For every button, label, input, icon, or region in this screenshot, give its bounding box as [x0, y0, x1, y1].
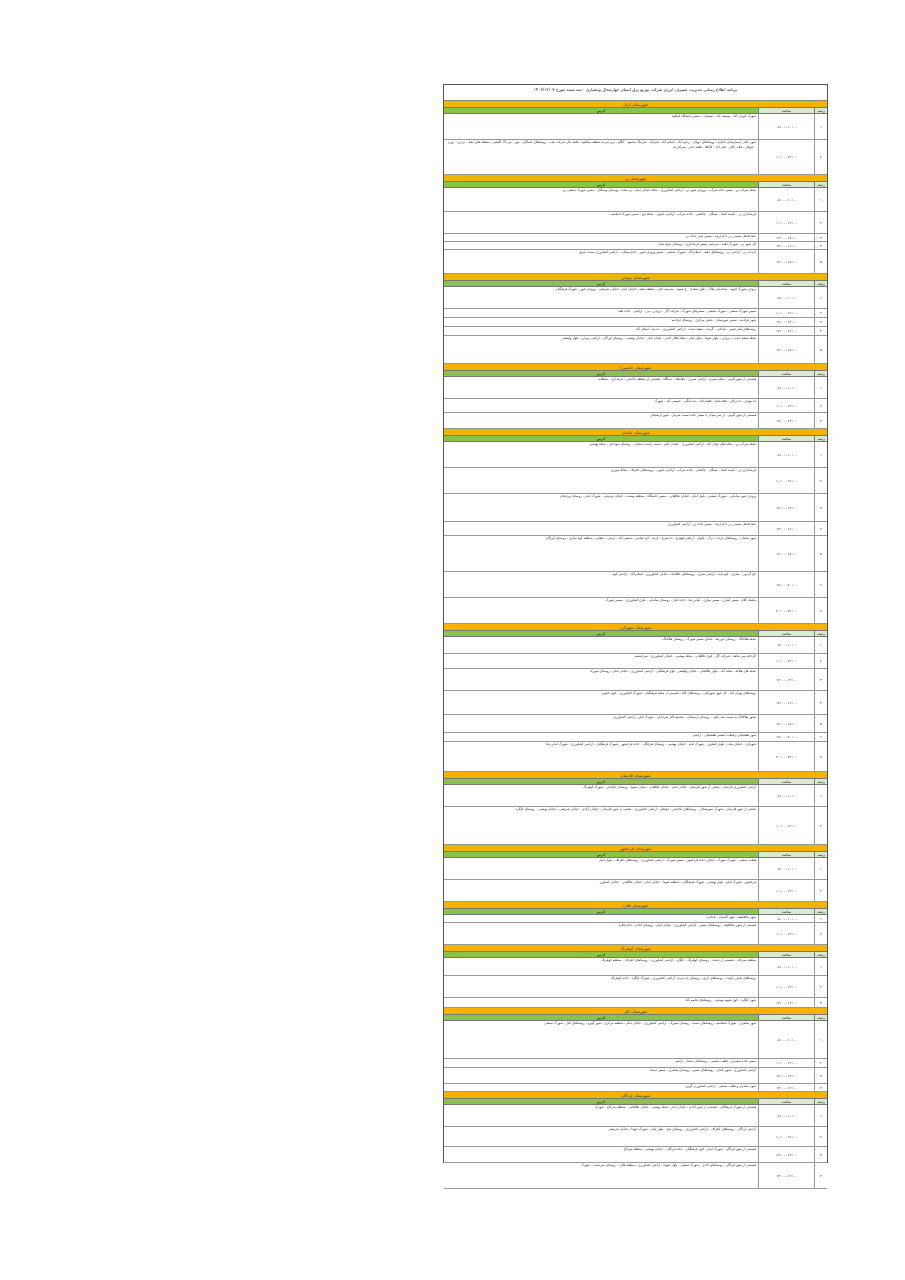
- row-address: تاج گردون - ساری - کوه پایه - اراضی ساری - روستاهای طاقانک - خیابان کشاورزی - اسلام آباد - اراضی کوه: [612, 572, 756, 576]
- row-time: ۱۴:۰۰-۱۶:۰۰: [758, 242, 814, 249]
- row-address: روستاهای بهرام آباد - کل شهر شهرکیان - روستاهای لاله - قسمتی از محله فرهنگیان - شهرک کشاورزی - کوی جنوبی: [601, 691, 756, 695]
- row-time: ۱۲:۰۰-۱۴:۰۰: [758, 998, 814, 1007]
- table-row: [444, 998, 827, 1008]
- table-row: [444, 250, 827, 274]
- row-index: ۳: [814, 234, 827, 241]
- table-row: [444, 1147, 827, 1163]
- row-index: ۴: [814, 522, 827, 535]
- row-time: ۱۴:۰۰-۱۶:۰۰: [758, 1163, 814, 1188]
- header-time: ساعت: [758, 182, 814, 187]
- city-section: [444, 1008, 827, 1092]
- row-time: ۱۲:۰۰-۱۴:۰۰: [758, 413, 814, 428]
- row-index: ۲: [814, 399, 827, 412]
- row-index: ۱: [814, 442, 827, 467]
- city-heading: شهرستان کیار: [444, 1008, 827, 1015]
- row-address: بخشی از شهر فارسان - شهرک سورشجان - روستاهای باباحیدر - جونقان - اراضی کشاورزی - بخشی از شهر فارسان - خیابان آزادی - خیابان شریعتی - خیابان بهشتی - روستای چلگرد: [515, 807, 756, 811]
- header-address: آدرس: [444, 852, 758, 857]
- row-time: ۱۰:۰۰-۱۲:۰۰: [758, 654, 814, 668]
- header-time: ساعت: [758, 281, 814, 286]
- row-address: شهر ناغان (بیمارستان ناغان) - روستاهای دوپلان - رحیم آباد - اسلام آباد - قنبرآباد - سرتنگ محمود - آبگلو - برم سرده منطقه میانکوه - قلعه خان شرکت نفت - روستاهای کمنگان - مور - ش تاک گلشیر - منطقه های دهنه - بردزرد - وزن - چوبلان - فلات کلار - علی آباد - کاکاها - قلعه دختر - سرکدرده: [447, 140, 756, 149]
- row-address: قسمتی از شهر مالخلیفه - روستاهای مسیر - اراضی کشاورزی - خیابان امام - روستای آبادی - جاده فلارد: [618, 923, 756, 927]
- row-index: ۳: [814, 1147, 827, 1162]
- header-address: آدرس: [444, 909, 758, 914]
- table-row: [444, 691, 827, 715]
- header-time: ساعت: [758, 779, 814, 784]
- city-heading: شهرستان فرخشهر: [444, 845, 827, 852]
- row-index: ۳: [814, 413, 827, 428]
- city-section: [444, 902, 827, 945]
- table-row: [444, 654, 827, 669]
- row-index: ۳: [814, 1068, 827, 1083]
- city-heading: شهرستان فلارد: [444, 902, 827, 909]
- city-section: [444, 274, 827, 364]
- header-index: ردیف: [814, 952, 827, 957]
- header-index: ردیف: [814, 108, 827, 113]
- table-row: [444, 637, 827, 654]
- row-index: ۲: [814, 309, 827, 317]
- row-address: قطب صنعتی - شهرک سورک - ابتدای جاده فرخشهر - مسیر شهرک - اراضی کشاورزی - روستاهای اطراف - بلوار امام: [599, 858, 756, 862]
- row-time: ۱۴:۰۰-۱۶:۰۰: [758, 522, 814, 535]
- city-section: [444, 101, 827, 175]
- row-address: محله سرآب بن - مسیر جاده سرآب - ورودی شهر بن - اراضی کشاورزی - محله خیابان امام - بن سده - روستای وستگان - مسیر شهرک صنعتی بن: [562, 188, 756, 192]
- table-row: [444, 880, 827, 902]
- row-time: ۱۸:۰۰-۲۰:۰۰: [758, 733, 814, 741]
- row-address: ده مهدی - ده ترکان - قلعه قاید - قلعه پاچه - ده مانگی - حسینی آباد - شهرک: [654, 399, 756, 403]
- row-time: ۱۰:۰۰-۱۲:۰۰: [758, 212, 814, 233]
- header-index: ردیف: [814, 182, 827, 187]
- row-index: ۳: [814, 318, 827, 326]
- row-index: ۵: [814, 536, 827, 571]
- row-address: ورودی شهر سامانی - شهرک صنعتی - بلوار امام - خیابان طالقانی - مسیر دانشگاه - منطقه بهشت - خیابان شریعتی - شهرک امام - روستای وردنجان: [559, 494, 756, 498]
- row-time: ۰۸:۰۰-۱۰:۰۰: [758, 114, 814, 139]
- page-title: برنامه اطلاع رسانی مدیریت مصرف انرژی شرکت توزیع برق استان چهارمحال وبختیاری - سه شنبه مورخ ۱۴۰۳/۱۲/۰۷: [444, 85, 827, 101]
- row-index: ۱: [814, 858, 827, 879]
- row-index: ۷: [814, 598, 827, 623]
- row-time: ۱۰:۰۰-۱۲:۰۰: [758, 1059, 814, 1067]
- row-address: اراضی لردگان - روستاهای اطراف - اراضی کشاورزی - روستای منج - بلوار امام - شهرک شهدا - خیابان شریعتی: [608, 1127, 756, 1131]
- row-time: ۱۰:۰۰-۱۲:۰۰: [758, 1127, 814, 1146]
- row-address: کارخانه پنیر شاهد - شرکت گاز - کوی طالقانی - محله بهشتی - خیابان کشاورزی - سرچشمه: [634, 654, 756, 658]
- row-time: ۱۶:۰۰-۱۸:۰۰: [758, 536, 814, 571]
- table-row: [444, 309, 827, 318]
- row-address: مسیر جاده شلمزار - قطب صنعتی - روستاهای دستنا - اراضی: [674, 1059, 756, 1063]
- row-address: ماسک کلاه - مسیر آبیاری - مسیر ساری - امام رضا - جاده ایثار - روستای سامانی - طرح کشاورزی - مسیر شهرک: [605, 598, 756, 602]
- row-address: شهرکرد - خیابان ملت - بلوار کشاورز - شهرک امام - خیابان بهشتی - روستای هرچگان - جاده فرخشهر - شهرک فرهنگیان - اراضی کشاورزی - شهرک امام رضا: [546, 742, 756, 746]
- table-row: [444, 572, 827, 598]
- row-time: ۱۴:۰۰-۱۶:۰۰: [758, 327, 814, 335]
- row-time: ۲۰:۰۰-۲۲:۰۰: [758, 598, 814, 623]
- table-row: [444, 1021, 827, 1059]
- header-address: آدرس: [444, 436, 758, 441]
- row-address: قسمتی از شهر آلونی - محله سبزی - اراضی سبزی - چقاملک - شناگاه - قسمتی از منطقه باباحیدر - مرغداری - سلطانه: [598, 377, 756, 381]
- row-index: ۲: [814, 1059, 827, 1067]
- table-row: [444, 598, 827, 624]
- table-row: [444, 318, 827, 327]
- row-address: روستاهای بخش بازفت - روستاهای چری - روستای ده مرده - اراضی کشاورزی - شهرک چلگرد - جاده کوهرنگ: [611, 976, 756, 980]
- header-time: ساعت: [758, 1099, 814, 1104]
- announcement-table: [443, 84, 828, 1178]
- table-row: [444, 807, 827, 845]
- table-row: [444, 140, 827, 175]
- row-time: ۰۸:۰۰-۱۰:۰۰: [758, 377, 814, 398]
- table-row: [444, 234, 827, 242]
- row-time: ۱۰:۰۰-۱۲:۰۰: [758, 807, 814, 844]
- row-time: ۰۸:۰۰-۱۰:۰۰: [758, 785, 814, 806]
- row-time: ۰۸:۰۰-۱۰:۰۰: [758, 858, 814, 879]
- row-time: ۰۸:۰۰-۱۰:۰۰: [758, 1021, 814, 1058]
- table-row: [444, 733, 827, 742]
- row-index: ۲: [814, 807, 827, 844]
- table-row: [444, 522, 827, 536]
- header-address: آدرس: [444, 108, 758, 113]
- row-index: ۳: [814, 494, 827, 521]
- row-index: ۲: [814, 1127, 827, 1146]
- row-time: ۱۲:۰۰-۱۴:۰۰: [758, 1147, 814, 1162]
- table-row: [444, 785, 827, 807]
- row-time: ۰۸:۰۰-۱۰:۰۰: [758, 915, 814, 922]
- row-index: ۱: [814, 287, 827, 308]
- table-row: [444, 1105, 827, 1127]
- row-index: ۲: [814, 468, 827, 493]
- table-row: [444, 442, 827, 468]
- row-address: فرخشهر - شهرک امام - بلوار بهشتی - شهرک فرهنگیان - منطقه شهدا - خیابان امام - خیابان طالقانی - خیابان کشاورز: [599, 880, 756, 884]
- row-time: ۱۴:۰۰-۱۶:۰۰: [758, 691, 814, 714]
- header-time: ساعت: [758, 909, 814, 914]
- row-index: ۲: [814, 654, 827, 668]
- row-address: بروجن شهرک الهیه - ساختمان ملاک - بلوار سعدی - خ شهید - مدرسه ایثار - منطقه دهنه - خیابان امام - خیابان شریعتی - ورودی شهر - شهرک فرهنگیان: [555, 287, 756, 291]
- row-index: ۱: [814, 915, 827, 922]
- row-time: ۰۸:۰۰-۱۰:۰۰: [758, 442, 814, 467]
- row-time: ۱۲:۰۰-۱۴:۰۰: [758, 1068, 814, 1083]
- row-address: شهر سامان - روستاهای بارده - دزک - چلوان - اراضی قهفرخ - ده سرخ - بارده - کرد شامی - شمس آباد - ارمنی - ماهانی - منطقه کوه ساری - روستای آورگان: [545, 536, 756, 540]
- city-heading: شهرستان اردل: [444, 101, 827, 108]
- table-row: [444, 399, 827, 413]
- table-row: [444, 1163, 827, 1189]
- table-row: [444, 287, 827, 309]
- row-index: ۵: [814, 250, 827, 273]
- header-index: ردیف: [814, 852, 827, 857]
- city-section: [444, 945, 827, 1008]
- header-index: ردیف: [814, 779, 827, 784]
- row-index: ۶: [814, 733, 827, 741]
- row-index: ۶: [814, 572, 827, 597]
- row-index: ۲: [814, 140, 827, 174]
- row-index: ۱: [814, 188, 827, 211]
- table-row: [444, 1059, 827, 1068]
- row-index: ۱: [814, 637, 827, 653]
- row-time: ۱۲:۰۰-۱۴:۰۰: [758, 494, 814, 521]
- row-time: ۱۲:۰۰-۱۴:۰۰: [758, 669, 814, 690]
- header-index: ردیف: [814, 436, 827, 441]
- row-index: ۱: [814, 1105, 827, 1126]
- row-address: محور هلاکتاک به سمت سد زاهی - روستای ارسنجان - مجتمع تالار سرداران - شهرک ایثار - اراضی کشاورزی: [613, 715, 756, 719]
- header-index: ردیف: [814, 281, 827, 286]
- header-time: ساعت: [758, 952, 814, 957]
- row-address: قسمتی از شهر لردگان - شهرک امام - کوی فرهنگیان - جاده لردگان - خیابان بهشتی - منطقه سرکاج: [623, 1147, 756, 1151]
- row-address: شهر شلمزار و قطب صنعتی - اراضی کشاورزی گهرو: [686, 1084, 756, 1088]
- table-row: [444, 858, 827, 880]
- city-section: [444, 624, 827, 772]
- row-address: شهر چلگرد - کوی شهید بهشتی - روستاهای قاسم آباد: [685, 998, 756, 1002]
- row-address: شهر فرادنبه - مسیر شهرستان - بخش مرکزی - روستای فرادنبه: [671, 318, 756, 322]
- row-time: ۱۲:۰۰-۱۴:۰۰: [758, 234, 814, 241]
- row-index: ۴: [814, 327, 827, 335]
- table-row: [444, 958, 827, 976]
- table-row: [444, 468, 827, 494]
- header-address: آدرس: [444, 1015, 758, 1020]
- row-index: ۳: [814, 669, 827, 690]
- row-address: شهر هفشجان و قطب صنعتی هفشجان - اراضی: [692, 733, 756, 737]
- row-time: ۱۶:۰۰-۱۸:۰۰: [758, 250, 814, 273]
- row-time: ۱۶:۰۰-۱۸:۰۰: [758, 336, 814, 363]
- table-row: [444, 536, 827, 572]
- table-row: [444, 242, 827, 250]
- row-index: ۱: [814, 785, 827, 806]
- city-section: [444, 175, 827, 274]
- city-heading: شهرستان لردگان: [444, 1092, 827, 1099]
- row-time: ۱۰:۰۰-۱۲:۰۰: [758, 923, 814, 944]
- row-address: منطقه سرتاف - قسمتی از دشت - روستای کوهرنگ - چلگرد - اراضی کشاورزی - روستاهای اطراف - منطقه کوهرنگ: [601, 958, 756, 962]
- city-heading: شهرستان فارسان: [444, 772, 827, 779]
- header-address: آدرس: [444, 281, 758, 286]
- city-heading: شهرستان بروجن: [444, 274, 827, 281]
- row-address: کل شهر بن - شهرک دهنه - سرتاسر مسیر فرمانداری - روستای شیخ شبان: [657, 242, 756, 246]
- header-index: ردیف: [814, 371, 827, 376]
- row-index: ۲: [814, 212, 827, 233]
- header-address: آدرس: [444, 371, 758, 376]
- row-index: ۵: [814, 336, 827, 363]
- table-row: [444, 742, 827, 772]
- row-address: شهرک کوران آباد - یوسف آباد - تیستیان - مسیر دانشگاه کیکاوه: [671, 114, 756, 118]
- row-address: خط فاضل بسیدن بن تا بازارچه - مسیر چمن جاده بن: [685, 234, 756, 238]
- header-address: آدرس: [444, 779, 758, 784]
- row-address: اراضی کشاورزی - شهر ناغان - روستاهای مسیر - روستای شلمزار - مسیر دستنا: [650, 1068, 756, 1072]
- row-time: ۱۴:۰۰-۱۶:۰۰: [758, 1084, 814, 1091]
- header-time: ساعت: [758, 631, 814, 636]
- city-section: [444, 1092, 827, 1189]
- table-row: [444, 923, 827, 945]
- table-row: [444, 377, 827, 399]
- header-address: آدرس: [444, 1099, 758, 1104]
- city-section: [444, 845, 827, 902]
- row-address: شهر شلمزار - شهرک اسلامیه - روستاهای دستنا - روستای سورک - اراضی کشاورزی - خیابان امام - منطقه مرکزی - شهر گهرو - روستاهای کیار - شهرک صنعتی: [544, 1021, 756, 1025]
- row-time: ۱۰:۰۰-۱۲:۰۰: [758, 399, 814, 412]
- row-address: محله هلاکتاک - روستای مزرعه - ابتدای مسیر شهرک - روستای هلاکتاک: [662, 637, 756, 641]
- row-address: قسمتی از شهر آلونی - از سر میدان تا مسیر جاده سمت شرقی - شهر ارسنجان: [650, 413, 756, 417]
- table-row: [444, 413, 827, 429]
- row-time: ۱۰:۰۰-۱۲:۰۰: [758, 880, 814, 901]
- city-section: [444, 772, 827, 845]
- header-index: ردیف: [814, 909, 827, 914]
- row-address: محله های هلاکه - محله آباد - بلوار طالقانی - خیابان ولیعصر - کوی فرهنگیان - اراضی کشاورزی - خیابان امام - روستای شهرک: [589, 669, 756, 673]
- row-time: ۰۸:۰۰-۱۰:۰۰: [758, 188, 814, 211]
- header-address: آدرس: [444, 952, 758, 957]
- header-time: ساعت: [758, 1015, 814, 1020]
- header-time: ساعت: [758, 371, 814, 376]
- city-heading: شهرستان کوهرنگ: [444, 945, 827, 952]
- row-index: ۱: [814, 114, 827, 139]
- row-time: ۰۸:۰۰-۱۰:۰۰: [758, 637, 814, 653]
- row-address: قسمتی از شهر لردگان - روستاهای آبادی - شهرک صنعتی - بلوار شهدا - اراضی کشاورزی - منطقه فلارد - روستای سردشت - شهرک: [581, 1163, 756, 1167]
- row-time: ۰۸:۰۰-۱۰:۰۰: [758, 1105, 814, 1126]
- row-time: ۱۸:۰۰-۲۰:۰۰: [758, 572, 814, 597]
- city-heading: شهرستان سامان: [444, 429, 827, 436]
- row-time: ۱۰:۰۰-۱۲:۰۰: [758, 140, 814, 174]
- row-index: ۳: [814, 998, 827, 1007]
- row-address: کرداب بن - اراضی بن - روستاهای دهنه - اسلام آباد - شهرک صنعتی - مسیر ورودی شهر - جاده سیلاب - اراضی کشاورزی سمت شرق: [579, 250, 756, 254]
- row-address: فرمانداری بن - کمیته امداد - سیگان - چالشتر - جاده سرآب - اراضی جنوبی - روستاهای اطراف - نقاط شهری: [611, 468, 756, 472]
- table-row: [444, 494, 827, 522]
- table-row: [444, 976, 827, 998]
- row-index: ۲: [814, 880, 827, 901]
- row-address: فرمانداری بن - کمیته امداد - سیگان - چالشتر - جاده سرآب - اراضی جنوبی - محله باغ - مسیر شهرک اسلامیه: [610, 212, 756, 216]
- city-heading: شهرستان شهرکرد: [444, 624, 827, 631]
- table-row: [444, 336, 827, 364]
- row-address: خط فاضل بسیدن بن تا بازارچه - مسیر جاده بن - اراضی کشاورزی: [667, 522, 756, 526]
- row-index: ۲: [814, 976, 827, 997]
- row-index: ۱: [814, 377, 827, 398]
- row-address: محله سفید دشت - بروجن - بلوار شهدا - بلوار امام - محله هلال احمر - خیابان ایثار - خیابان بهشتی - روستای اورگان - اراضی بروجن - بلوار ولیعصر: [561, 336, 756, 340]
- city-heading: شهرستان خانمیرزا: [444, 364, 827, 371]
- row-index: ۷: [814, 742, 827, 771]
- header-time: ساعت: [758, 108, 814, 113]
- row-index: ۴: [814, 242, 827, 249]
- city-section: [444, 364, 827, 429]
- row-index: ۱: [814, 1021, 827, 1058]
- row-time: ۱۲:۰۰-۱۴:۰۰: [758, 318, 814, 326]
- table-row: [444, 1127, 827, 1147]
- table-row: [444, 1068, 827, 1084]
- header-index: ردیف: [814, 1099, 827, 1104]
- header-address: آدرس: [444, 182, 758, 187]
- row-address: روستاهای امام قیس - بلداجی - گردنه - سفید دشت - اراضی کشاورزی - ده تپه - اسلام آباد: [636, 327, 756, 331]
- row-time: ۰۸:۰۰-۱۰:۰۰: [758, 958, 814, 975]
- city-section: [444, 429, 827, 624]
- header-time: ساعت: [758, 436, 814, 441]
- city-heading: شهرستان بن: [444, 175, 827, 182]
- table-row: [444, 669, 827, 691]
- row-time: ۱۶:۰۰-۱۸:۰۰: [758, 715, 814, 732]
- table-row: [444, 188, 827, 212]
- table-row: [444, 915, 827, 923]
- row-address: محله سرآب بن - محله های جهان آباد - اراضی کشاورزی - خیابان امام - سمت راست سامان - روستای سودجان - محله بهشتی: [589, 442, 756, 446]
- row-time: ۱۰:۰۰-۱۲:۰۰: [758, 468, 814, 493]
- row-index: ۲: [814, 923, 827, 944]
- table-row: [444, 114, 827, 140]
- row-address: مسیر شهرک صنعتی - شهرک صنعتی - مسیرهای شهرک - شرکت گاز - بروجن - بین - اراضی - جاده نقنه: [618, 309, 756, 313]
- row-time: ۱۰:۰۰-۱۲:۰۰: [758, 976, 814, 997]
- row-address: شهر مالخلیفه - شهر گندمان - بلداجی: [706, 915, 756, 919]
- row-index: ۵: [814, 715, 827, 732]
- header-index: ردیف: [814, 631, 827, 636]
- row-time: ۰۸:۰۰-۱۰:۰۰: [758, 287, 814, 308]
- row-time: ۲۰:۰۰-۲۲:۰۰: [758, 742, 814, 771]
- table-row: [444, 327, 827, 336]
- header-address: آدرس: [444, 631, 758, 636]
- row-address: قسمتی از شهرک فرهنگیان - قسمتی از شهر آبادی - خیابان امام - محله بهشتی - خیابان طالقانی - منطقه سرکاج - شهرک: [595, 1105, 756, 1109]
- row-time: ۱۰:۰۰-۱۲:۰۰: [758, 309, 814, 317]
- table-row: [444, 1084, 827, 1092]
- row-index: ۴: [814, 1084, 827, 1091]
- header-index: ردیف: [814, 1015, 827, 1020]
- table-row: [444, 212, 827, 234]
- row-index: ۴: [814, 1163, 827, 1188]
- row-index: ۱: [814, 958, 827, 975]
- row-index: ۴: [814, 691, 827, 714]
- header-time: ساعت: [758, 852, 814, 857]
- row-address: اراضی کشاورزی فارسان - بخشی از شهر فارسان - خیابان امام - خیابان طالقانی - میدان بسیج - روستای باباحیدر - شهرک کوهرنگ: [583, 785, 756, 789]
- city-sections: [444, 101, 827, 1189]
- table-row: [444, 715, 827, 733]
